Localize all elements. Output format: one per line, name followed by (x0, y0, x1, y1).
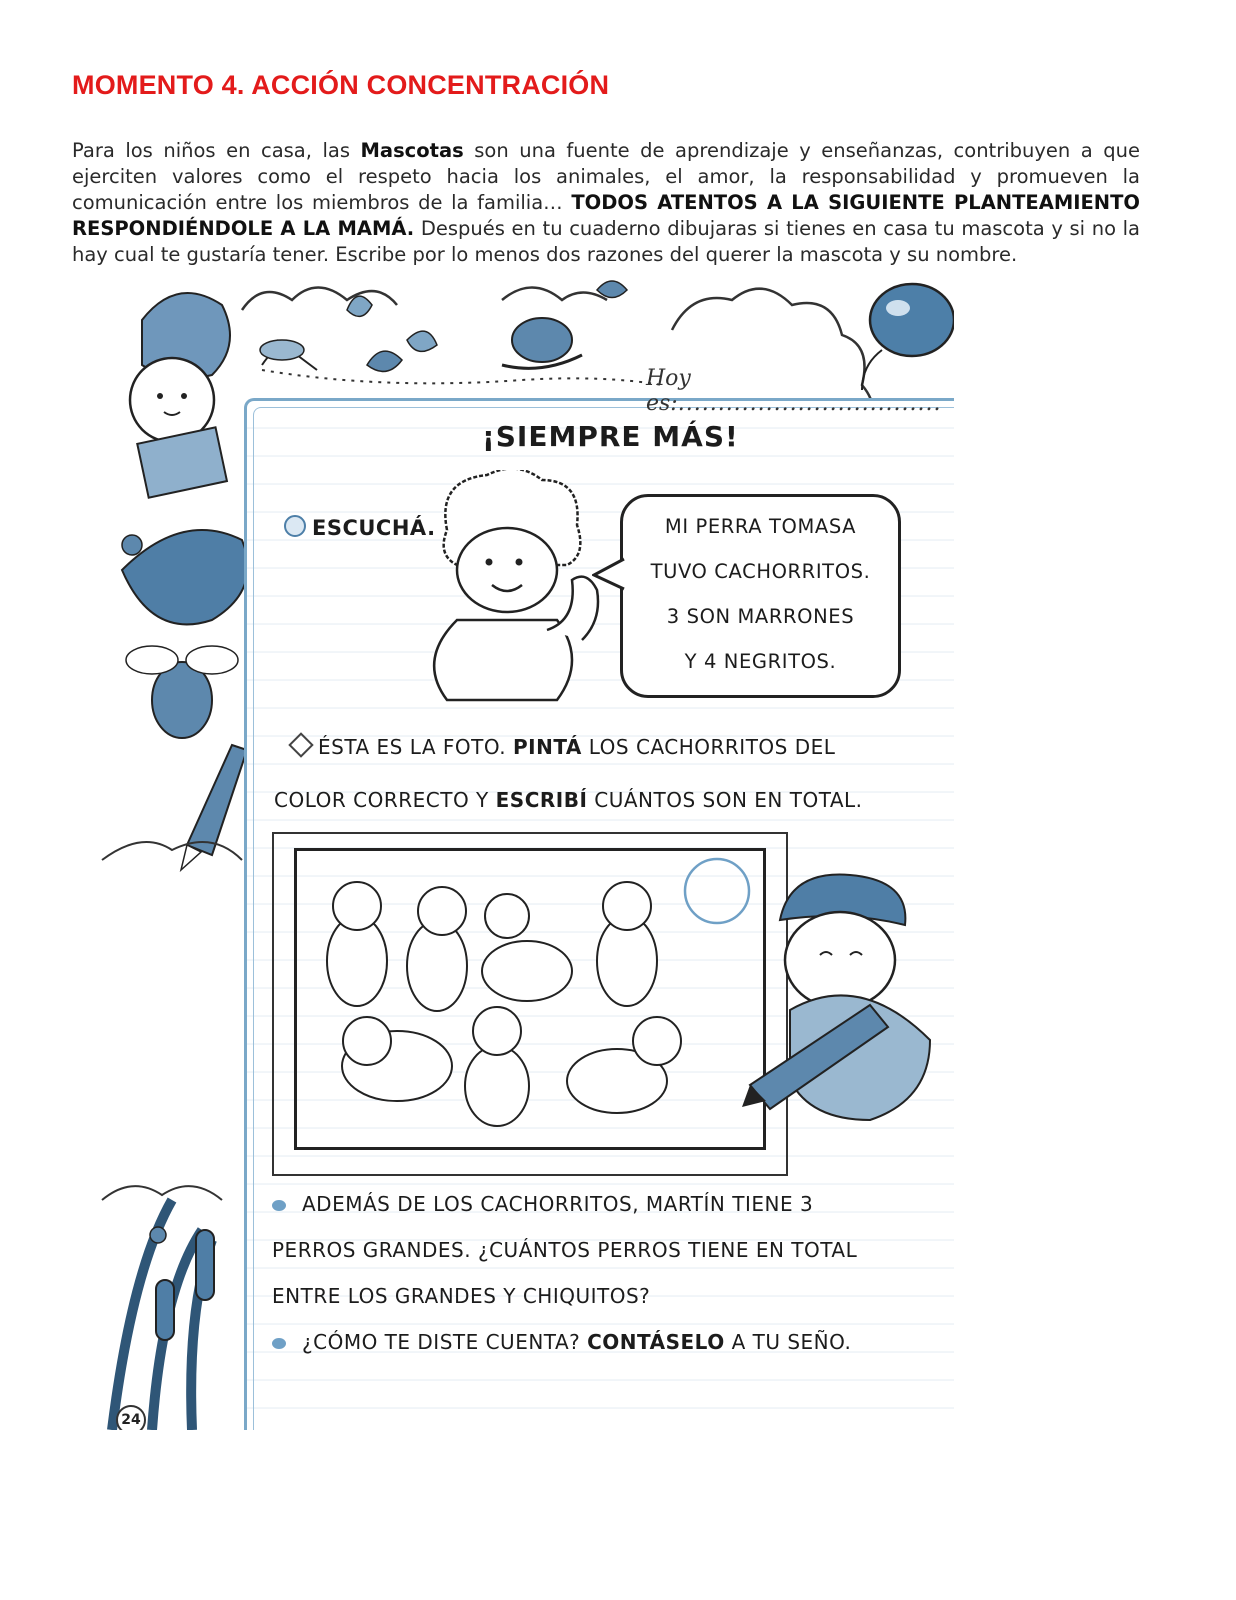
balloon-icon (870, 284, 954, 356)
bush-outline-icon (102, 842, 242, 860)
bullet-icon (272, 1200, 286, 1211)
cattail-icon (196, 1230, 214, 1300)
speech-line: 3 SON MARRONES (666, 605, 855, 628)
pencil-icon (187, 745, 247, 855)
cattail-icon (156, 1280, 174, 1340)
speech-line: Y 4 NEGRITOS. (684, 650, 837, 673)
puppy-icon (567, 1017, 681, 1113)
instruction-line-2: COLOR CORRECTO Y ESCRIBÍ CUÁNTOS SON EN TOTAL. (274, 788, 863, 812)
pencil-icon (288, 732, 313, 757)
question-2: ¿CÓMO TE DISTE CUENTA? CONTÁSELO A TU SEÑO. (272, 1330, 851, 1354)
dotted-path-icon (262, 370, 662, 385)
instruction-line-1: ÉSTA ES LA FOTO. PINTÁ LOS CACHORRITOS DEL (292, 735, 835, 759)
puppy-icon (465, 1007, 529, 1126)
leaf-icon (347, 296, 372, 316)
puppy-icon (597, 882, 657, 1006)
puppies-illustration (297, 851, 763, 1147)
puppy-icon (407, 887, 467, 1011)
speech-bubble (620, 494, 901, 698)
worksheet-scan (72, 270, 954, 1430)
snail-icon (512, 318, 572, 362)
instruction-bold: TODOS ATENTOS A LA SIGUIENTE PLANTEAMIENTO RESPONDIÉNDOLE A LA MAMÁ. (72, 191, 1140, 240)
smiley-icon (284, 515, 306, 537)
bullet-icon (272, 1338, 286, 1349)
puppy-icon (327, 882, 387, 1006)
speech-line: TUVO CACHORRITOS. (650, 560, 871, 583)
girl-pencil-illustration (740, 860, 940, 1140)
leaf-icon (367, 351, 402, 371)
date-label: Hoy es:................................. (646, 366, 942, 416)
intro-paragraph: Para los niños en casa, las Mascotas son una fuente de aprendizaje y enseñanzas, contribuyen a que ejerciten valores como el respeto hacia los animales, el amor, la responsabilidad y promueven la comunicación entre los miembros de la familia… TODOS ATENTOS A LA SIGUIENTE PLANTEAMIENTO RESPONDIÉNDOLE A LA MAMÁ. Después en tu cuaderno dibujaras si tienes en casa tu mascota y si no la hay cual te gustaría tener. Escribe por lo menos dos razones del querer la mascota y su nombre. (72, 139, 1140, 266)
book-icon (137, 427, 227, 497)
puppies-photo-frame (272, 832, 788, 1176)
speech-line: MI PERRA TOMASA (664, 515, 857, 538)
speech-bubble-tail (592, 555, 626, 595)
bug-icon (150, 1227, 166, 1243)
page-number: 24 (116, 1405, 146, 1430)
puppy-icon (342, 1017, 452, 1101)
puppy-icon (482, 894, 572, 1001)
leaf-icon (597, 281, 627, 298)
listen-label: ESCUCHÁ. (284, 515, 436, 540)
question-1-line-1: ADEMÁS DE LOS CACHORRITOS, MARTÍN TIENE 3 (272, 1192, 813, 1216)
leaf-icon (407, 331, 437, 351)
question-1-line-2: PERROS GRANDES. ¿CUÁNTOS PERROS TIENE EN TOTAL (272, 1238, 858, 1262)
section-heading: MOMENTO 4. ACCIÓN CONCENTRACIÓN (72, 70, 610, 100)
question-1-line-3: ENTRE LOS GRANDES Y CHIQUITOS? (272, 1284, 651, 1308)
bug-icon (122, 535, 142, 555)
mascotas-bold: Mascotas (360, 139, 464, 162)
worksheet-title: ¡SIEMPRE MÁS! (482, 420, 739, 453)
